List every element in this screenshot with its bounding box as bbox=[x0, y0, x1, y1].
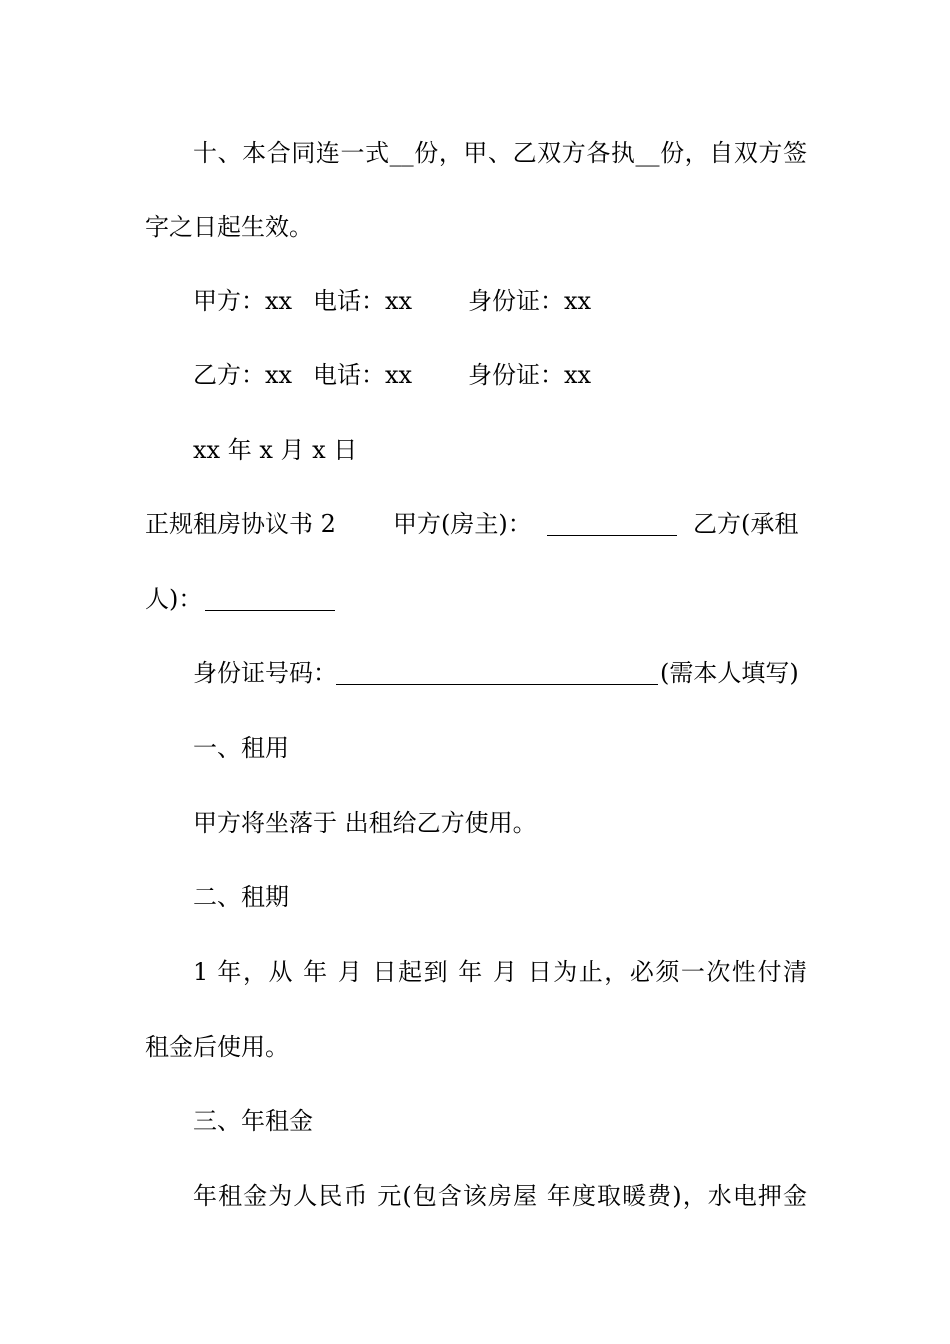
id-number-blank bbox=[336, 662, 658, 685]
party-a-phone: 电话：xx bbox=[313, 287, 413, 315]
id-number-row bbox=[193, 656, 807, 690]
tenant-row bbox=[145, 582, 807, 616]
party-b-row bbox=[193, 358, 807, 392]
id-number-note: (需本人填写) bbox=[660, 659, 799, 687]
tenant-label-part1: 乙方(承租 bbox=[693, 510, 799, 538]
section3-heading: 三、年租金 bbox=[193, 1107, 313, 1135]
party-a-row bbox=[193, 284, 807, 318]
tenant-blank bbox=[205, 588, 335, 611]
landlord-label: 甲方(房主)： bbox=[393, 510, 532, 538]
clause10-line1: 十、本合同连一式__份，甲、乙双方各执__份，自双方签 bbox=[193, 139, 807, 167]
party-b-label: 乙方：xx bbox=[193, 361, 293, 389]
signing-date: xx 年 x 月 x 日 bbox=[193, 436, 358, 464]
party-a-label: 甲方：xx bbox=[193, 287, 293, 315]
agreement2-title-row bbox=[145, 507, 807, 541]
clause10-line2: 字之日起生效。 bbox=[145, 213, 313, 241]
id-number-label: 身份证号码： bbox=[193, 659, 337, 687]
section1-heading: 一、租用 bbox=[193, 734, 289, 762]
section1-text: 甲方将坐落于 出租给乙方使用。 bbox=[193, 809, 537, 837]
agreement2-title: 正规租房协议书 2 bbox=[145, 510, 336, 538]
party-b-id: 身份证：xx bbox=[468, 361, 592, 389]
party-a-id: 身份证：xx bbox=[468, 287, 592, 315]
party-b-phone: 电话：xx bbox=[313, 361, 413, 389]
section3-line1: 年租金为人民币 元(包含该房屋 年度取暖费)，水电押金 bbox=[193, 1182, 807, 1210]
section2-line2: 租金后使用。 bbox=[145, 1033, 289, 1061]
landlord-blank bbox=[547, 513, 677, 536]
tenant-label-part2: 人)： bbox=[145, 585, 203, 613]
section2-line1: 1 年，从 年 月 日起到 年 月 日为止，必须一次性付清 bbox=[193, 958, 807, 986]
section2-heading: 二、租期 bbox=[193, 883, 289, 911]
